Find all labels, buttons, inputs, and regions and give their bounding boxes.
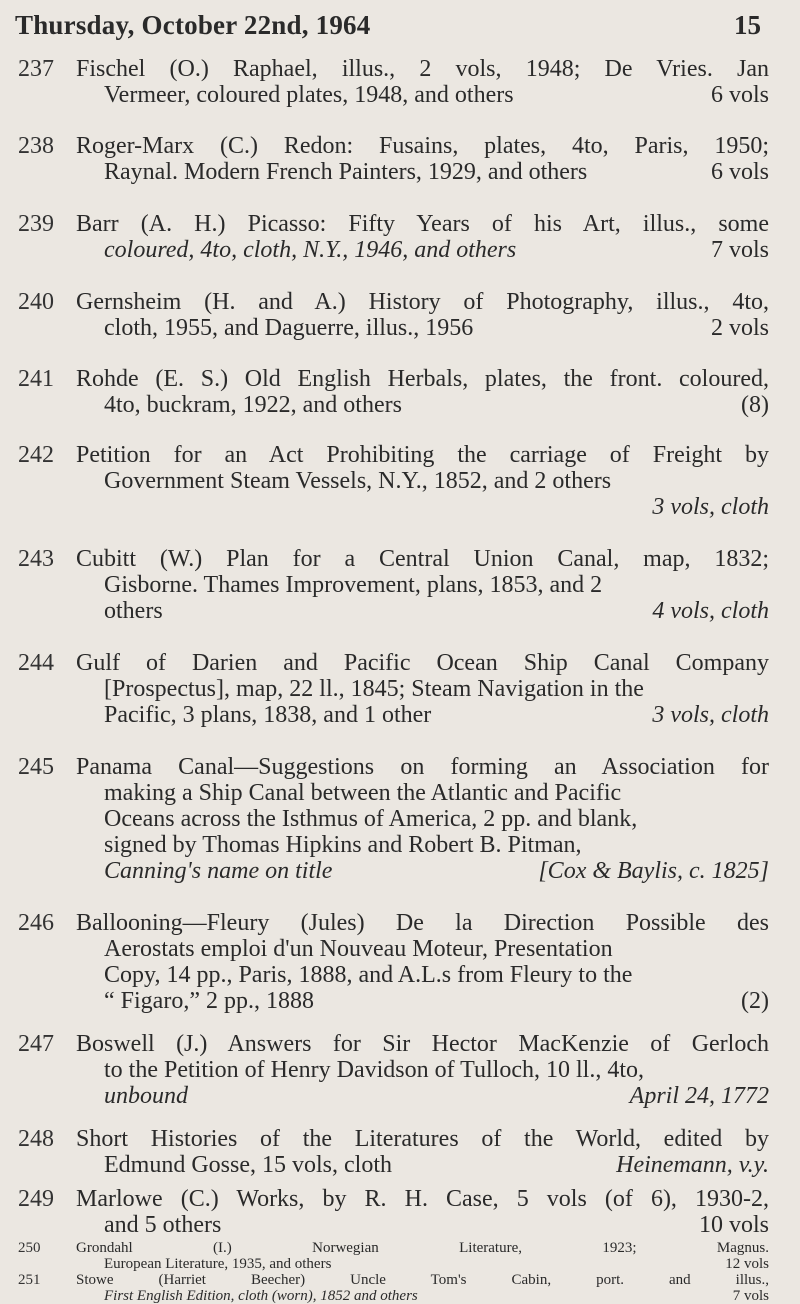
lot-quantity: 7 vols	[710, 237, 769, 263]
lot-description	[76, 650, 769, 728]
lot-line: and 5 others	[104, 1212, 222, 1238]
lot-description	[76, 289, 769, 341]
lot-number: 239	[18, 211, 54, 237]
lot-number: 245	[18, 754, 54, 780]
lot-line: Cubitt (W.) Plan for a Central Union Canal, map, 1832;	[76, 546, 769, 572]
page-number: 15	[734, 10, 761, 40]
lot-number: 242	[18, 442, 54, 468]
lot-line: Petition for an Act Prohibiting the carriage of Freight by	[76, 442, 769, 468]
lot-line: “ Figaro,” 2 pp., 1888	[104, 988, 314, 1014]
lot-line: First English Edition, cloth (worn), 1852 and others	[104, 1288, 418, 1304]
lot-line: Pacific, 3 plans, 1838, and 1 other	[104, 702, 432, 728]
lot-line: Gisborne. Thames Improvement, plans, 1853, and 2	[104, 572, 603, 598]
lot-line: Gernsheim (H. and A.) History of Photography, illus., 4to,	[76, 289, 769, 315]
lot-number: 246	[18, 910, 54, 936]
lot-line: Grondahl (I.) Norwegian Literature, 1923; Magnus.	[76, 1240, 769, 1256]
lot-description	[76, 366, 769, 418]
lot-line: Short Histories of the Literatures of the World, edited by	[76, 1126, 769, 1152]
lot-line: Stowe (Harriet Beecher) Uncle Tom's Cabin, port. and illus.,	[76, 1272, 769, 1288]
lot-quantity: 3 vols, cloth	[652, 494, 769, 520]
lot-number: 248	[18, 1126, 54, 1152]
lot-line: Copy, 14 pp., Paris, 1888, and A.L.s from Fleury to the	[104, 962, 633, 988]
lot-line: Government Steam Vessels, N.Y., 1852, and 2 others	[104, 468, 612, 494]
lot-quantity: [Cox & Baylis, c. 1825]	[538, 858, 769, 884]
lot-description	[76, 910, 769, 1014]
lot-description	[76, 1186, 769, 1238]
lot-line: unbound	[104, 1083, 188, 1109]
lot-quantity: (2)	[741, 988, 769, 1014]
lot-line: [Prospectus], map, 22 ll., 1845; Steam Navigation in the	[104, 676, 644, 702]
lot-description	[76, 1031, 769, 1109]
lot-quantity: 3 vols, cloth	[652, 702, 769, 728]
lot-number: 250	[18, 1240, 41, 1256]
lot-number: 251	[18, 1272, 41, 1288]
lot-line: Vermeer, coloured plates, 1948, and others	[104, 82, 514, 108]
lot-description	[76, 754, 769, 884]
lot-description	[76, 133, 769, 185]
lot-quantity: 10 vols	[698, 1212, 769, 1238]
lot-number: 244	[18, 650, 54, 676]
lot-quantity: 4 vols, cloth	[652, 598, 769, 624]
lot-quantity: 6 vols	[710, 82, 769, 108]
lot-description	[76, 211, 769, 263]
lot-line: Oceans across the Isthmus of America, 2 pp. and blank,	[104, 806, 638, 832]
lot-line: Marlowe (C.) Works, by R. H. Case, 5 vols (of 6), 1930-2,	[76, 1186, 769, 1212]
lot-line: Boswell (J.) Answers for Sir Hector MacKenzie of Gerloch	[76, 1031, 769, 1057]
lot-number: 241	[18, 366, 54, 392]
lot-number: 247	[18, 1031, 54, 1057]
lot-line: Edmund Gosse, 15 vols, cloth	[104, 1152, 392, 1178]
lot-line: signed by Thomas Hipkins and Robert B. Pitman,	[104, 832, 582, 858]
lot-quantity: Heinemann, v.y.	[616, 1152, 769, 1178]
lot-line: Roger-Marx (C.) Redon: Fusains, plates, 4to, Paris, 1950;	[76, 133, 769, 159]
lot-line: 4to, buckram, 1922, and others	[104, 392, 402, 418]
lot-line: cloth, 1955, and Daguerre, illus., 1956	[104, 315, 474, 341]
lot-number: 240	[18, 289, 54, 315]
lot-quantity: (8)	[741, 392, 769, 418]
lot-line: Rohde (E. S.) Old English Herbals, plates, the front. coloured,	[76, 366, 769, 392]
lot-quantity: 6 vols	[710, 159, 769, 185]
lot-quantity: 2 vols	[710, 315, 769, 341]
lot-line: Fischel (O.) Raphael, illus., 2 vols, 1948; De Vries. Jan	[76, 56, 769, 82]
lot-number: 237	[18, 56, 54, 82]
lot-line: Barr (A. H.) Picasso: Fifty Years of his Art, illus., some	[76, 211, 769, 237]
lot-description	[76, 1240, 769, 1272]
lot-line: Raynal. Modern French Painters, 1929, and others	[104, 159, 588, 185]
lot-line: Canning's name on title	[104, 858, 333, 884]
lot-description	[76, 56, 769, 108]
lot-quantity: 12 vols	[725, 1256, 769, 1272]
lot-line: to the Petition of Henry Davidson of Tulloch, 10 ll., 4to,	[104, 1057, 644, 1083]
lot-number: 243	[18, 546, 54, 572]
lot-line: European Literature, 1935, and others	[104, 1256, 332, 1272]
lot-line: making a Ship Canal between the Atlantic and Pacific	[104, 780, 622, 806]
lot-number: 249	[18, 1186, 54, 1212]
lot-line: Panama Canal—Suggestions on forming an Association for	[76, 754, 769, 780]
lot-number: 238	[18, 133, 54, 159]
lot-line: coloured, 4to, cloth, N.Y., 1946, and others	[104, 237, 517, 263]
page-title: Thursday, October 22nd, 1964	[15, 10, 371, 40]
lot-line: Gulf of Darien and Pacific Ocean Ship Canal Company	[76, 650, 769, 676]
lot-line: Aerostats emploi d'un Nouveau Moteur, Presentation	[104, 936, 613, 962]
lot-description	[76, 1272, 769, 1304]
lot-description	[76, 546, 769, 624]
lot-description	[76, 1126, 769, 1178]
lot-description	[76, 442, 769, 520]
lot-quantity: 7 vols	[732, 1288, 769, 1304]
lot-line: others	[104, 598, 163, 624]
lot-quantity: April 24, 1772	[629, 1083, 769, 1109]
lot-line: Ballooning—Fleury (Jules) De la Direction Possible des	[76, 910, 769, 936]
